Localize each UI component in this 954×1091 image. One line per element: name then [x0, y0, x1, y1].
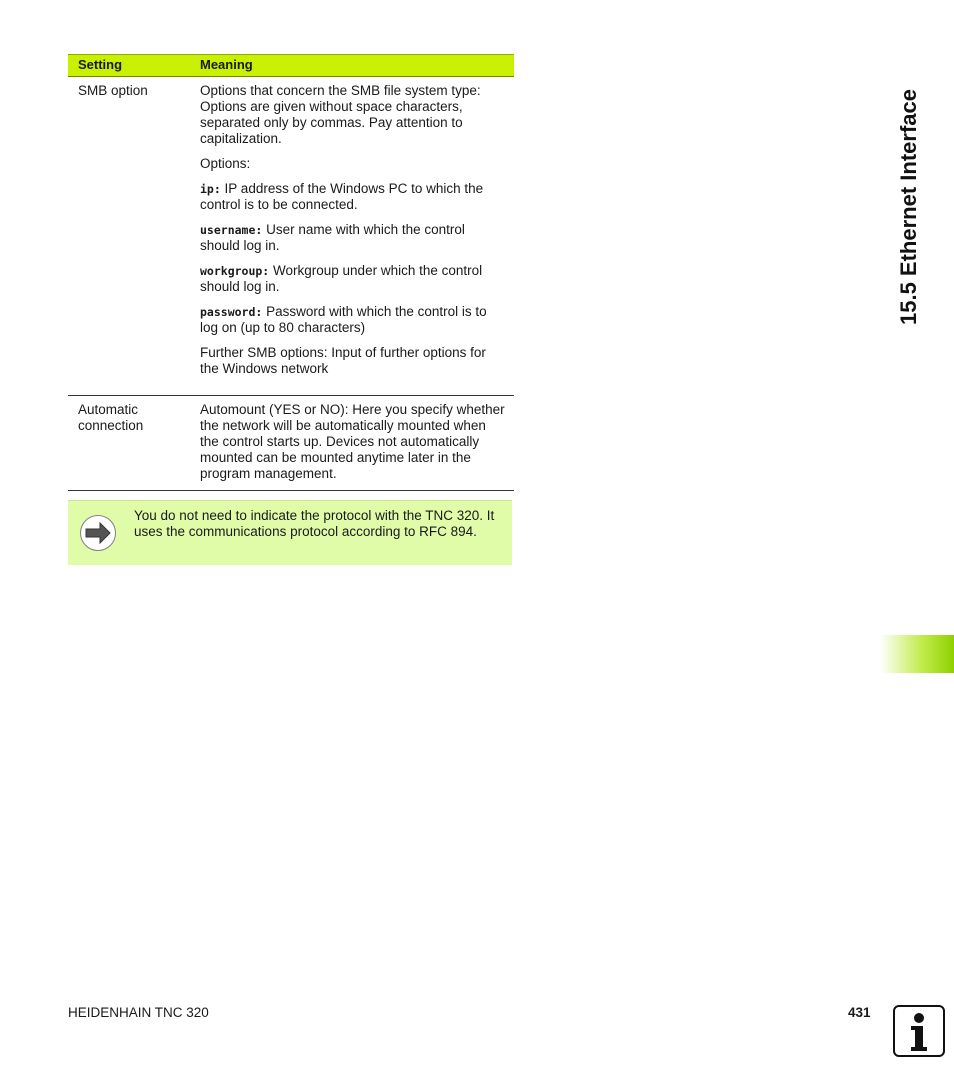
- header-meaning: Meaning: [200, 57, 253, 72]
- option-key: ip:: [200, 182, 221, 196]
- option-item: [200, 222, 506, 254]
- option-text: User name with which the control should log in.: [200, 222, 465, 253]
- option-key: username:: [200, 223, 263, 237]
- option-text: IP address of the Windows PC to which the control is to be connected.: [200, 181, 484, 212]
- header-setting: Setting: [78, 57, 123, 72]
- section-title: 15.5 Ethernet Interface: [896, 89, 921, 325]
- option-item: [200, 181, 506, 213]
- settings-table: [68, 54, 514, 491]
- chapter-tab: [880, 635, 954, 673]
- table-row: [68, 77, 514, 396]
- option-item: [200, 304, 506, 336]
- options-label: Options:: [200, 156, 251, 171]
- table-row: [68, 396, 514, 491]
- option-key: workgroup:: [200, 264, 270, 278]
- option-text: Password with which the control is to log on (up to 80 characters): [200, 304, 487, 335]
- info-icon: [893, 1005, 945, 1057]
- footer-product: HEIDENHAIN TNC 320: [68, 1005, 209, 1020]
- table-header: [68, 54, 514, 77]
- option-key: password:: [200, 305, 263, 319]
- smb-intro: Options that concern the SMB file system type: Options are given without space characters, separated only by commas. Pay attention to capitalization.: [200, 83, 481, 146]
- note-text: You do not need to indicate the protocol with the TNC 320. It uses the communications protocol according to RFC 894.: [134, 508, 495, 539]
- arrow-right-icon: [80, 515, 116, 551]
- note-box: [68, 500, 512, 565]
- page-number: 431: [848, 1005, 871, 1020]
- setting-cell: SMB option: [78, 83, 148, 98]
- option-text: Workgroup under which the control should log in.: [200, 263, 483, 294]
- smb-further: Further SMB options: Input of further options for the Windows network: [200, 345, 486, 376]
- meaning-cell: [200, 83, 506, 377]
- meaning-cell: Automount (YES or NO): Here you specify whether the network will be automatically mounted when the control starts up. Devices not automatically mounted can be mounted anytime later in the program management.: [200, 402, 505, 481]
- option-item: [200, 263, 506, 295]
- setting-cell: Automatic connection: [78, 402, 144, 433]
